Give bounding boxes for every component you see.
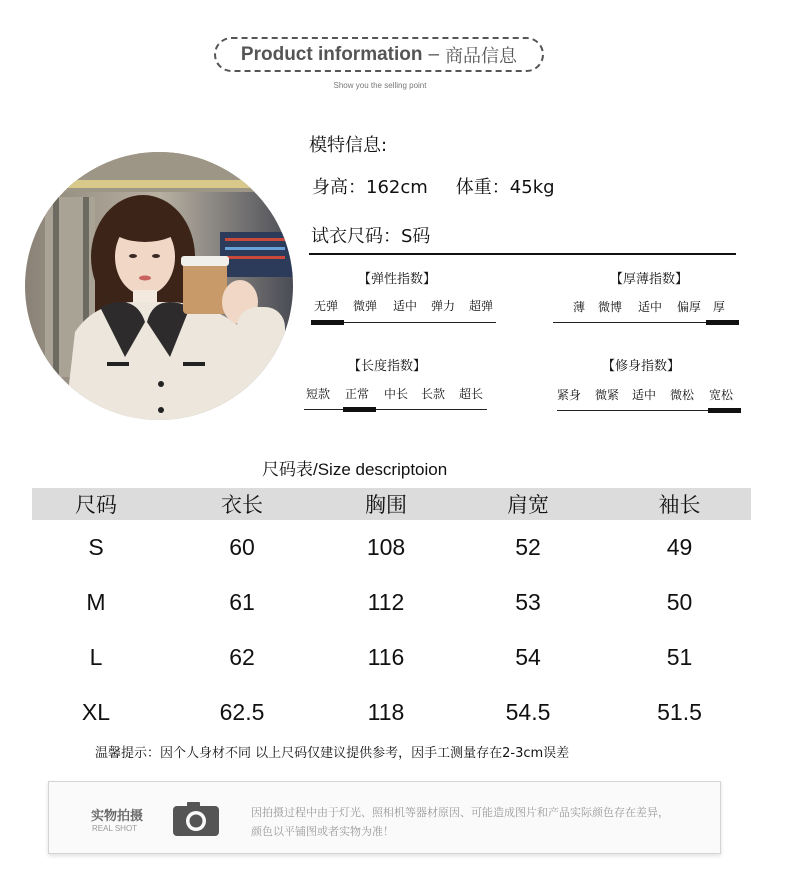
column-header: 肩宽 bbox=[448, 488, 608, 520]
scale-option: 正常 bbox=[345, 387, 370, 401]
table-cell: 51 bbox=[666, 644, 693, 670]
table-row bbox=[32, 520, 751, 575]
table-cell: L bbox=[89, 644, 103, 670]
size-table-title-en: /Size descriptoion bbox=[313, 460, 448, 479]
header-title-en: Product information bbox=[240, 43, 423, 65]
size-table-title bbox=[262, 455, 447, 480]
scale-option: 适中 bbox=[638, 300, 663, 314]
banner-title: 实物拍摄 bbox=[91, 809, 144, 824]
table-cell: M bbox=[86, 589, 106, 615]
scale-option: 薄 bbox=[573, 300, 586, 314]
section-header bbox=[214, 37, 544, 72]
banner-disclaimer bbox=[251, 803, 711, 841]
scale-option: 超长 bbox=[459, 387, 484, 401]
column-header: 衣长 bbox=[160, 488, 324, 520]
scale-option: 微紧 bbox=[595, 388, 620, 402]
scale-option: 偏厚 bbox=[677, 300, 702, 314]
scale-option: 适中 bbox=[393, 299, 418, 313]
table-cell: 112 bbox=[367, 589, 405, 615]
model-height: 身高：162cm bbox=[312, 177, 428, 198]
table-cell: 108 bbox=[366, 534, 406, 560]
column-header: 尺码 bbox=[32, 488, 160, 520]
scale-option: 长款 bbox=[421, 387, 446, 401]
table-row bbox=[32, 575, 751, 630]
banner-text-line: 因拍摄过程中由于灯光、照相机等器材原因、可能造成图片和产品实际颜色存在差异， bbox=[251, 806, 669, 819]
scale-option: 微松 bbox=[670, 388, 695, 402]
model-photo bbox=[25, 152, 293, 420]
column-header: 袖长 bbox=[608, 488, 751, 520]
table-cell: 116 bbox=[367, 644, 405, 670]
scale-option: 适中 bbox=[632, 388, 657, 402]
scale-option: 超弹 bbox=[469, 299, 494, 313]
scale-option: 紧身 bbox=[557, 388, 582, 402]
table-cell: 51.5 bbox=[657, 699, 702, 725]
scale-option: 厚 bbox=[713, 300, 726, 314]
scale-title: 【厚薄指数】 bbox=[610, 272, 689, 287]
table-row bbox=[32, 685, 751, 740]
scale-option: 弹力 bbox=[431, 299, 456, 313]
measurement-tip: 温馨提示：因个人身材不同 以上尺码仅建议提供参考，因手工测量存在2-3cm误差 bbox=[95, 746, 570, 761]
column-header: 胸围 bbox=[324, 488, 448, 520]
scale-title: 【弹性指数】 bbox=[358, 272, 437, 287]
size-table bbox=[32, 488, 751, 740]
scale-option: 微博 bbox=[598, 300, 623, 314]
model-weight: 体重：45kg bbox=[455, 177, 555, 198]
table-cell: S bbox=[88, 534, 104, 560]
table-cell: 61 bbox=[229, 589, 255, 615]
size-table-title-cn: 尺码表 bbox=[262, 460, 313, 480]
scale-option: 中长 bbox=[384, 387, 409, 401]
scale-selected-marker bbox=[311, 320, 344, 325]
scale-option: 宽松 bbox=[709, 388, 734, 402]
table-cell: 53 bbox=[515, 589, 541, 615]
scale-title: 【长度指数】 bbox=[348, 359, 427, 374]
table-cell: 54 bbox=[515, 644, 541, 670]
table-cell: 50 bbox=[666, 589, 693, 615]
scale-option: 微弹 bbox=[353, 299, 378, 313]
banner-subtitle: REAL SHOT bbox=[92, 824, 138, 833]
table-row bbox=[32, 630, 751, 685]
scale-selected-marker bbox=[343, 407, 376, 412]
scale-selected-marker bbox=[708, 408, 741, 413]
table-cell: 52 bbox=[515, 534, 541, 560]
model-size: 试衣尺码：S码 bbox=[311, 226, 431, 247]
divider bbox=[309, 253, 736, 255]
table-cell: 62 bbox=[229, 644, 255, 670]
table-header-row bbox=[32, 488, 751, 520]
scale-title: 【修身指数】 bbox=[602, 359, 681, 374]
real-shot-banner bbox=[48, 781, 721, 854]
table-cell: 49 bbox=[666, 534, 693, 560]
banner-text-line: 颜色以平铺图或者实物为准！ bbox=[251, 825, 394, 838]
table-cell: 54.5 bbox=[505, 699, 551, 725]
camera-icon bbox=[173, 802, 219, 836]
scale-option: 无弹 bbox=[314, 299, 339, 313]
table-cell: 60 bbox=[229, 534, 255, 560]
table-cell: 118 bbox=[367, 699, 405, 725]
scale-line bbox=[304, 409, 487, 410]
scale-selected-marker bbox=[706, 320, 739, 325]
header-dash: – bbox=[428, 43, 440, 65]
header-title-cn: 商品信息 bbox=[445, 45, 518, 67]
table-cell: 62.5 bbox=[219, 699, 265, 725]
model-info-title: 模特信息: bbox=[309, 135, 388, 156]
scale-option: 短款 bbox=[306, 387, 331, 401]
model-height-weight bbox=[312, 173, 555, 199]
table-cell: XL bbox=[81, 699, 111, 725]
header-subtitle: Show you the selling point bbox=[333, 81, 427, 90]
